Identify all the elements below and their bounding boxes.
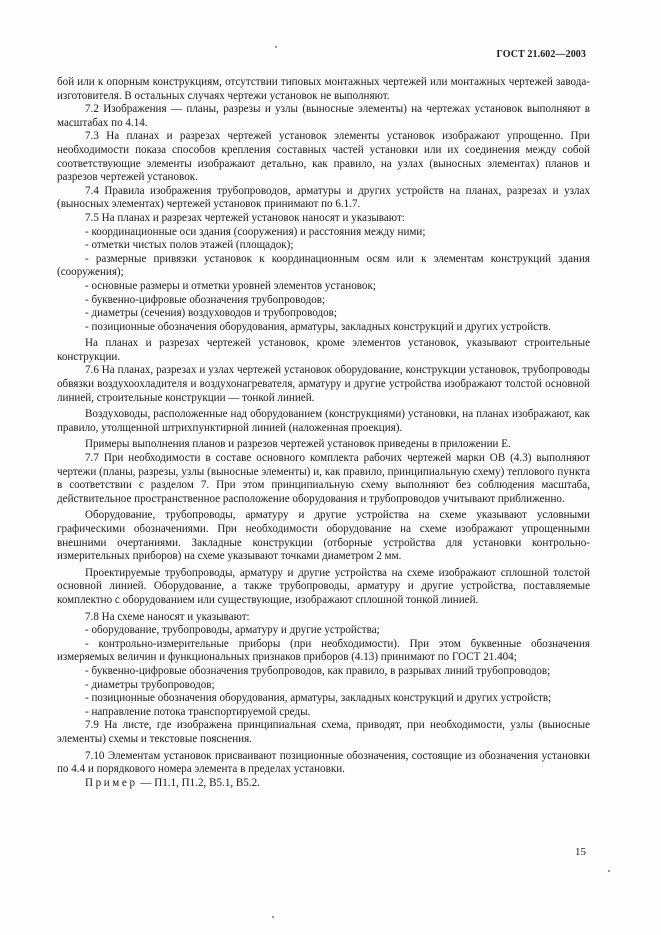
list-item: - позиционные обозначения оборудования, арматуры, закладных конструкций и других устройств. <box>85 320 551 333</box>
paragraph: 7.4 Правила изображения трубопроводов, арматуры и других устройств на планах, разрезах и узлах (выносных элементах) чертежей установок принимают по 6.1.7. <box>57 184 590 211</box>
paragraph: 7.7 При необходимости в составе основного комплекта рабочих чертежей марки ОВ (4.3) выполняют чертежи (планы, разрезы, узлы (выносные элементы) и, как правило, принципиальную схему) теплового пункта в соответствии с разделом 7. При этом принципиальную схему выполняют без соблюдения масштаба, действительное пространственное расположение оборудования и трубопроводов учитывают приближенно. <box>57 452 590 505</box>
paragraph: Проектируемые трубопроводы, арматуру и другие устройства на схеме изображают сплошной толстой основной линией. Оборудование, а также трубопроводы, арматуру и другие устройства, поставляемые комплектно с оборудованием или существующие, изображают сплошной тонкой линией. <box>57 566 590 606</box>
scan-speck <box>608 870 610 872</box>
standard-header: ГОСТ 21.602—2003 <box>496 49 586 60</box>
paragraph: 7.8 На схеме наносят и указывают: <box>85 610 250 623</box>
list-item: - буквенно-цифровые обозначения трубопроводов, как правило, в разрывах линий трубопроводов; <box>85 664 551 677</box>
list-item: - координационные оси здания (сооружения) и расстояния между ними; <box>85 225 426 238</box>
example-text: — П1.1, П1.2, В5.1, В5.2. <box>140 776 260 789</box>
paragraph: 7.3 На планах и разрезах чертежей установок элементы установок изображают упрощенно. При необходимости показа способов крепления составных частей установки или их соединения между собой соответствующие элементы изображают детально, как правило, на узлах (выносных элементах) планов и разрезов чертежей установок. <box>57 130 590 184</box>
paragraph: На планах и разрезах чертежей установок, кроме элементов установок, указывают строительные конструкции. <box>57 337 590 363</box>
paragraph: Оборудование, трубопроводы, арматуру и другие устройства на схеме указывают условными графическими обозначениями. При необходимости оборудование на схеме изображают упрощенными внешними очертаниями. Закладные конструкции (отборные устройства для установки контрольно-измерительных приборов) на схеме указывают точками диаметром 2 мм. <box>57 509 590 563</box>
example-label: Пример <box>85 776 138 789</box>
page-number: 15 <box>575 846 586 858</box>
paragraph: 7.5 На планах и разрезах чертежей установок наносят и указывают: <box>85 211 405 224</box>
scan-speck <box>272 916 274 918</box>
paragraph: 7.2 Изображения — планы, разрезы и узлы (выносные элементы) на чертежах установок выполняют в масштабах по 4.14. <box>57 103 590 129</box>
paragraph: 7.10 Элементам установок присваивают позиционные обозначения, состоящие из обозначения установки по 4.4 и порядкового номера элемента в пределах установки. <box>57 749 590 776</box>
list-item: - диаметры (сечения) воздуховодов и трубопроводов; <box>85 307 337 320</box>
paragraph: Воздуховоды, расположенные над оборудованием (конструкциями) установки, на планах изображают, как правило, утолщенной штрихпунктирной линией (наложенная проекция). <box>57 408 590 434</box>
list-item: - позиционные обозначения оборудования, арматуры, закладных конструкций и других устройств; <box>85 692 552 705</box>
paragraph: бой или к опорным конструкциям, отсутствии типовых монтажных чертежей или монтажных чертежей завода-изготовителя. В остальных случаях чертежи установок не выполняют. <box>57 76 590 102</box>
paragraph: 7.6 На планах, разрезах и узлах чертежей установок оборудование, конструкции установок, трубопроводы обвязки воздухоохладителя и воздухонагревателя, арматуру и другие устройства изображают толстой основной линией, строительные конструкции — тонкой линией. <box>57 364 590 404</box>
list-item: - контрольно-измерительные приборы (при необходимости). При этом буквенные обозначения измеряемых величин и функциональных признаков приборов (4.13) принимают по ГОСТ 21.404; <box>57 637 590 664</box>
list-item: - диаметры трубопроводов; <box>85 678 215 691</box>
list-item: - основные размеры и отметки уровней элементов установок; <box>85 279 376 292</box>
list-item: - направление потока транспортируемой среды. <box>85 705 311 718</box>
paragraph: Примеры выполнения планов и разрезов чертежей установок приведены в приложении Е. <box>85 438 511 451</box>
example-line <box>57 777 590 791</box>
list-item: - оборудование, трубопроводы, арматуру и другие устройства; <box>85 624 380 637</box>
list-item: - отметки чистых полов этажей (площадок); <box>85 239 294 252</box>
document-body <box>57 76 590 790</box>
list-item: - размерные привязки установок к координационным осям или к элементам конструкций здания (сооружения); <box>57 252 590 279</box>
paragraph: 7.9 На листе, где изображена принципиальная схема, приводят, при необходимости, узлы (выносные элементы) схемы и текстовые пояснения. <box>57 719 590 745</box>
list-item: - буквенно-цифровые обозначения трубопроводов; <box>85 293 326 306</box>
scan-speck <box>275 46 277 48</box>
